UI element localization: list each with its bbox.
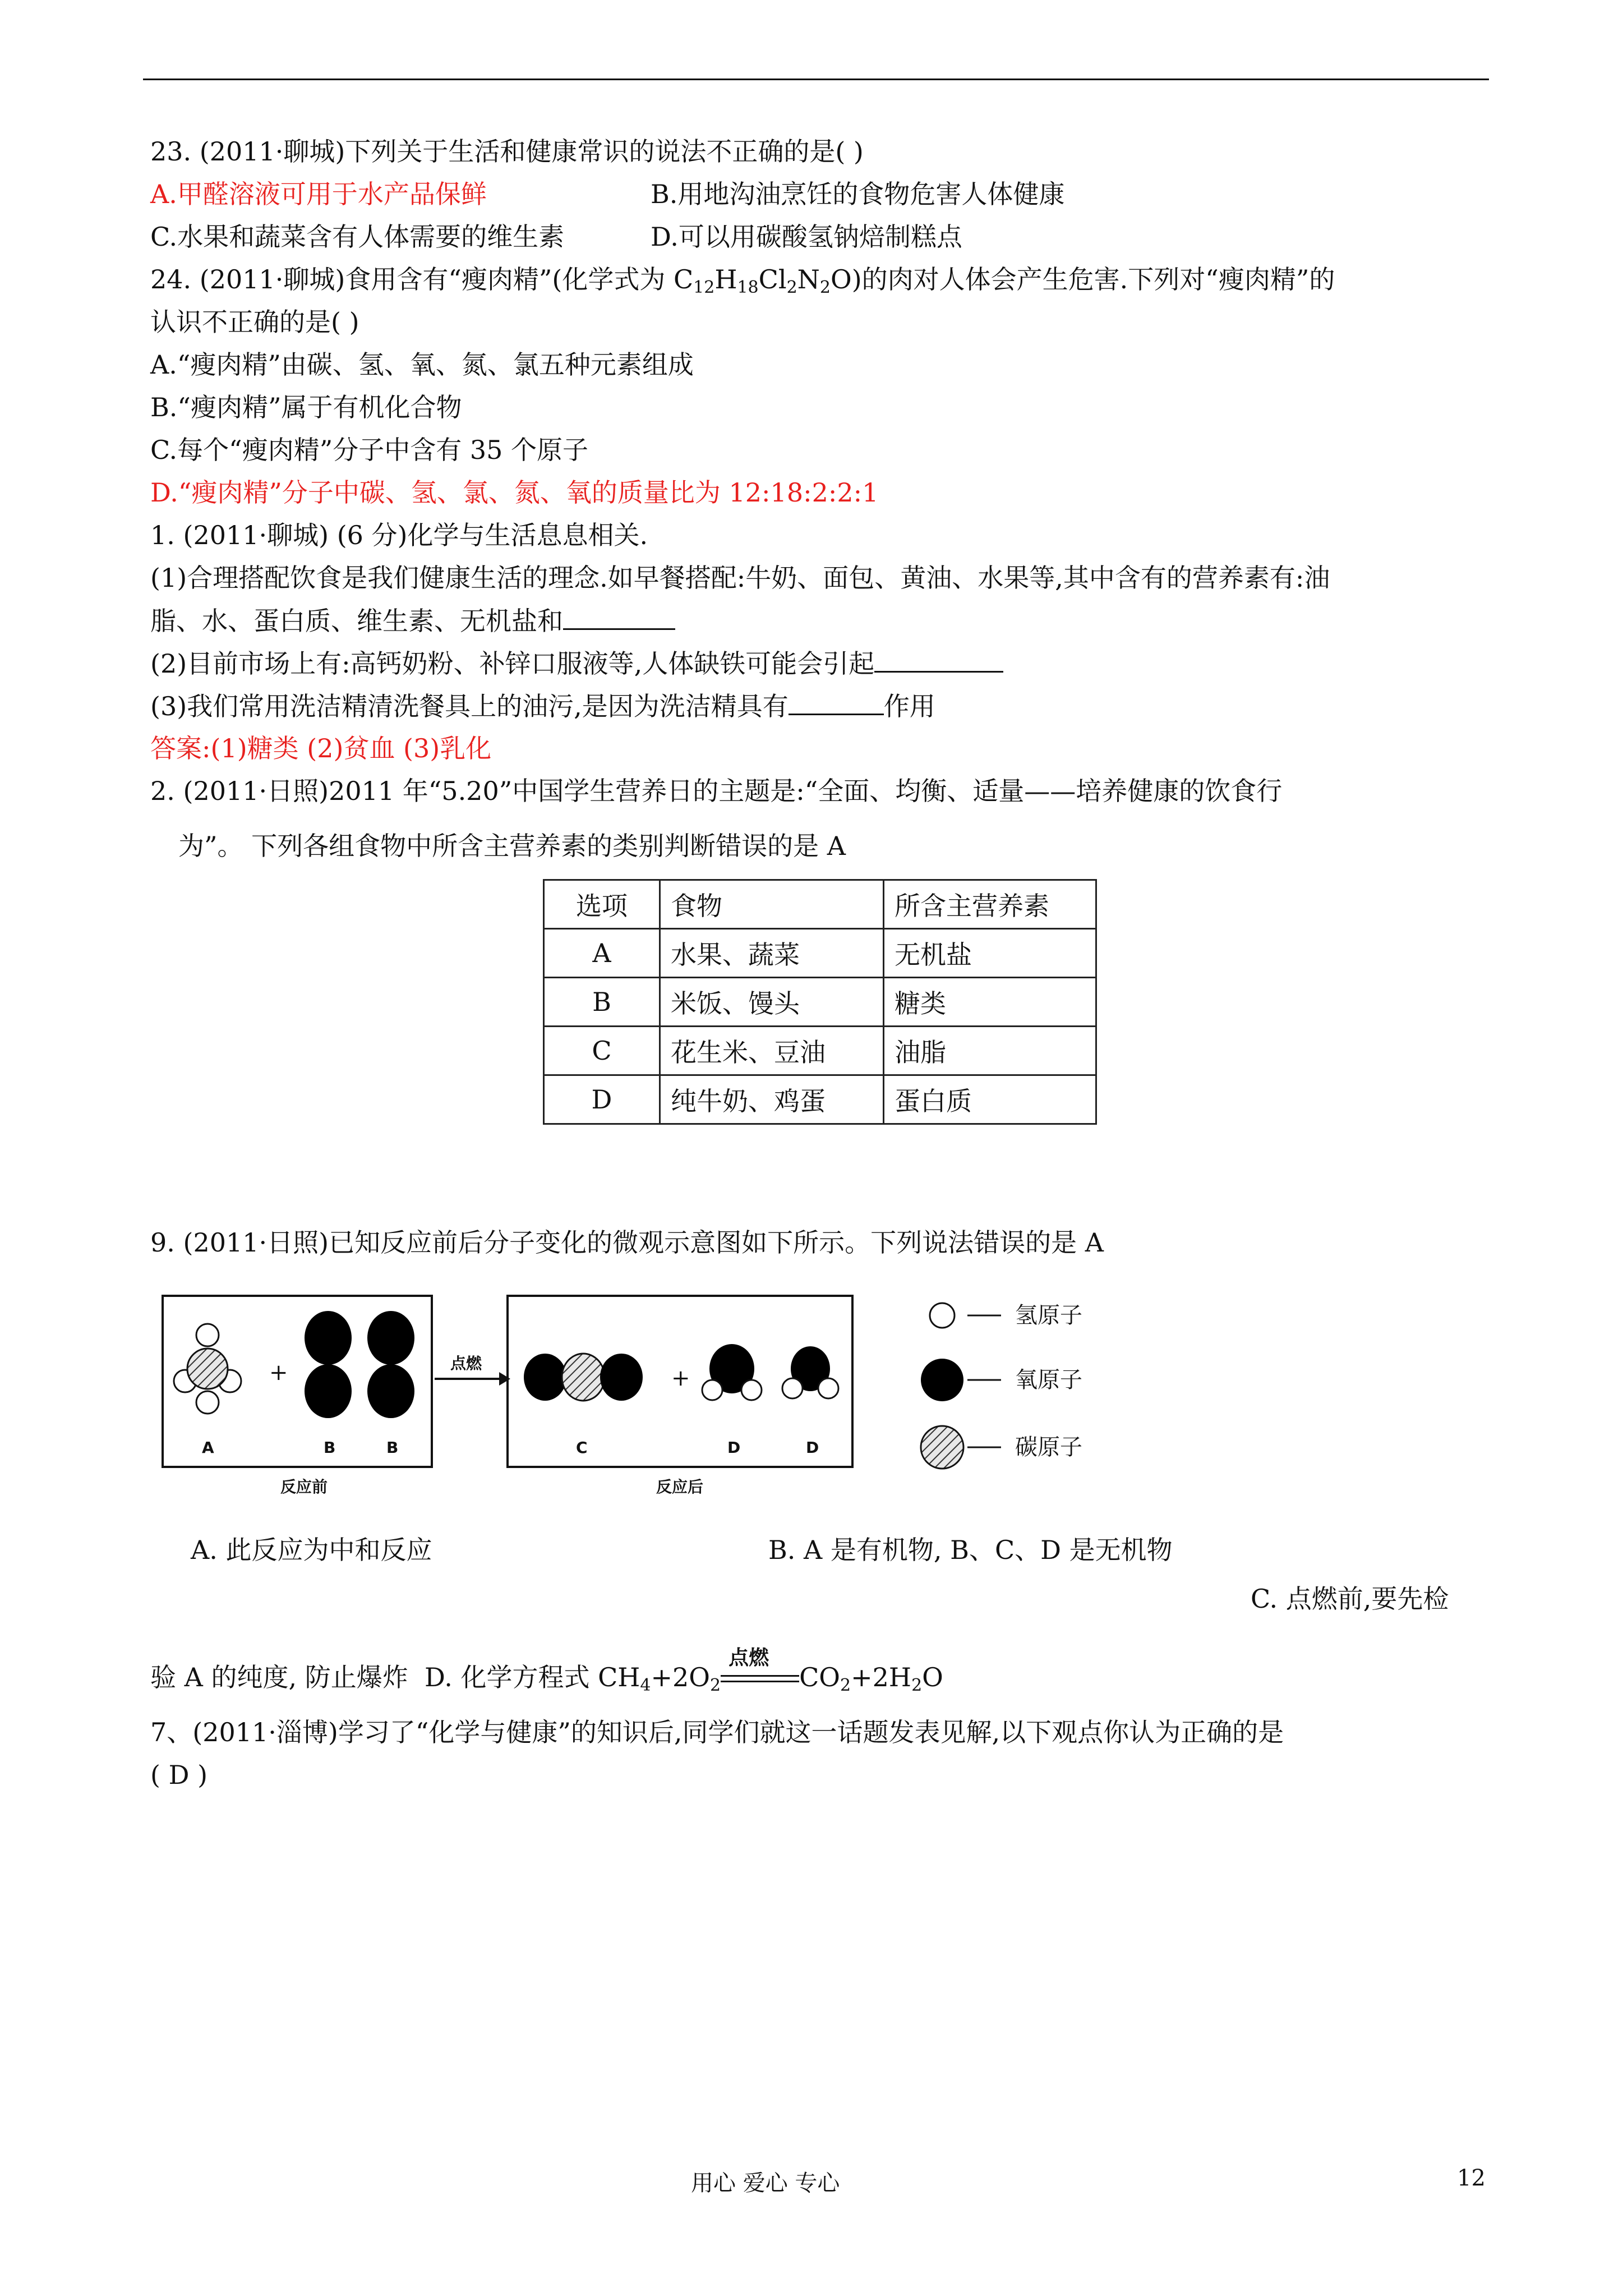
nutrient-table — [543, 879, 1097, 1125]
water-molecule — [702, 1344, 762, 1400]
oxygen-molecule — [305, 1311, 352, 1418]
table-row — [544, 929, 1096, 978]
q24-option-b: B.“瘦肉精”属于有机化合物 — [150, 392, 462, 422]
q1-answer: 答案:(1)糖类 (2)贫血 (3)乳化 — [150, 733, 492, 763]
q7-answer: ( D ) — [150, 1760, 208, 1790]
q23-option-b: B.用地沟油烹饪的食物危害人体健康 — [651, 179, 1065, 209]
molecule-label: D — [727, 1438, 741, 1457]
q7-stem: 7、(2011·淄博)学习了“化学与健康”的知识后,同学们就这一话题发表见解,以下观点你认为正确的是 — [150, 1717, 1284, 1747]
q24-stem-line2: 认识不正确的是( ) — [150, 307, 359, 337]
legend — [921, 1303, 1082, 1469]
molecule-label: B — [386, 1438, 399, 1457]
q1-stem: 1. (2011·聊城) (6 分)化学与生活息息相关. — [150, 520, 648, 550]
table-row — [544, 1027, 1096, 1075]
legend-label: 氧原子 — [1015, 1367, 1082, 1393]
table-cell: B — [544, 978, 660, 1027]
legend-label: 碳原子 — [1015, 1434, 1082, 1460]
answer-blank — [563, 604, 675, 630]
table-header: 选项 — [544, 880, 660, 929]
reaction-condition-bar: 点燃 — [721, 1664, 799, 1686]
molecule-label: C — [576, 1438, 588, 1457]
q9-option-c-cont-and-d: 验 A 的纯度, 防止爆炸 D. 化学方程式 $CH_4+2O_2$ 点燃 $CO_2+2H_2O$ — [150, 1646, 943, 1695]
table-cell: D — [544, 1075, 660, 1124]
table-row — [544, 1075, 1096, 1124]
table-cell: 无机盐 — [884, 929, 1096, 978]
table-row — [544, 978, 1096, 1027]
answer-blank — [874, 646, 1003, 673]
table-header: 食物 — [660, 880, 884, 929]
table-cell: 蛋白质 — [884, 1075, 1096, 1124]
table-cell: 糖类 — [884, 978, 1096, 1027]
arrow-condition: 点燃 — [450, 1354, 482, 1373]
q23-option-d: D.可以用碳酸氢钠焙制糕点 — [651, 222, 962, 252]
q24-stem: 24. (2011·聊城)食用含有“瘦肉精”(化学式为 $C_{12}H_{18}Cl_2N_2O$)的肉对人体会产生危害.下列对“瘦肉精”的 — [150, 264, 1335, 297]
molecule-label: A — [202, 1438, 214, 1457]
carbon-atom-icon — [921, 1426, 963, 1469]
table-cell: 米饭、馒头 — [660, 978, 884, 1027]
q9-option-a: A. 此反应为中和反应 — [191, 1535, 432, 1565]
page-number: 12 — [1457, 2165, 1486, 2191]
plus-sign: + — [269, 1360, 288, 1386]
hydrogen-atom-icon — [930, 1303, 955, 1328]
after-label: 反应后 — [656, 1478, 704, 1496]
before-label: 反应前 — [280, 1478, 328, 1496]
oxygen-atom-icon — [921, 1359, 963, 1401]
table-cell: 油脂 — [884, 1027, 1096, 1075]
q2-stem-line1: 2. (2011·日照)2011 年“5.20”中国学生营养日的主题是:“全面、均衡、适量——培养健康的饮食行 — [150, 776, 1283, 806]
answer-blank — [789, 689, 884, 715]
q1-part3: (3)我们常用洗洁精清洗餐具上的油污,是因为洗洁精具有 作用 — [150, 689, 935, 723]
oxygen-molecule — [367, 1311, 414, 1418]
table-header: 所含主营养素 — [884, 880, 1096, 929]
q23-option-c: C.水果和蔬菜含有人体需要的维生素 — [150, 222, 565, 252]
table-cell: C — [544, 1027, 660, 1075]
q9-option-b: B. A 是有机物, B、C、D 是无机物 — [768, 1535, 1173, 1565]
header-rule — [143, 79, 1489, 80]
table-cell: 纯牛奶、鸡蛋 — [660, 1075, 884, 1124]
q9-stem: 9. (2011·日照)已知反应前后分子变化的微观示意图如下所示。下列说法错误的是 A — [150, 1227, 1104, 1258]
molecule-label: D — [806, 1438, 819, 1457]
reaction-arrow — [435, 1372, 510, 1386]
table-cell: A — [544, 929, 660, 978]
q1-part2: (2)目前市场上有:高钙奶粉、补锌口服液等,人体缺铁可能会引起 — [150, 646, 1003, 680]
methane-molecule — [174, 1324, 241, 1414]
table-cell: 水果、蔬菜 — [660, 929, 884, 978]
q24-option-a: A.“瘦肉精”由碳、氢、氧、氮、氯五种元素组成 — [150, 349, 694, 380]
legend-label: 氢原子 — [1015, 1303, 1082, 1328]
footer-motto: 用心 爱心 专心 — [691, 2170, 840, 2196]
molecule-label: B — [324, 1438, 336, 1457]
q9-option-c: C. 点燃前,要先检 — [1251, 1584, 1449, 1614]
q24-option-c: C.每个“瘦肉精”分子中含有 35 个原子 — [150, 435, 588, 465]
q24-option-d: D.“瘦肉精”分子中碳、氢、氯、氮、氧的质量比为 12:18:2:2:1 — [150, 477, 879, 508]
plus-sign: + — [671, 1365, 690, 1391]
table-header-row — [544, 880, 1096, 929]
q1-part1-line2: 脂、水、蛋白质、维生素、无机盐和 — [150, 604, 675, 638]
q2-stem-line2: 为”。 下列各组食物中所含主营养素的类别判断错误的是 A — [178, 831, 846, 861]
q23-option-a: A.甲醛溶液可用于水产品保鲜 — [150, 179, 487, 209]
carbon-dioxide-molecule — [524, 1354, 643, 1401]
reaction-diagram — [160, 1290, 1136, 1509]
table-cell: 花生米、豆油 — [660, 1027, 884, 1075]
water-molecule — [782, 1346, 838, 1398]
q1-part1-line1: (1)合理搭配饮食是我们健康生活的理念.如早餐搭配:牛奶、面包、黄油、水果等,其中含有的营养素有:油 — [150, 563, 1330, 593]
q23-stem: 23. (2011·聊城)下列关于生活和健康常识的说法不正确的是( ) — [150, 136, 864, 167]
